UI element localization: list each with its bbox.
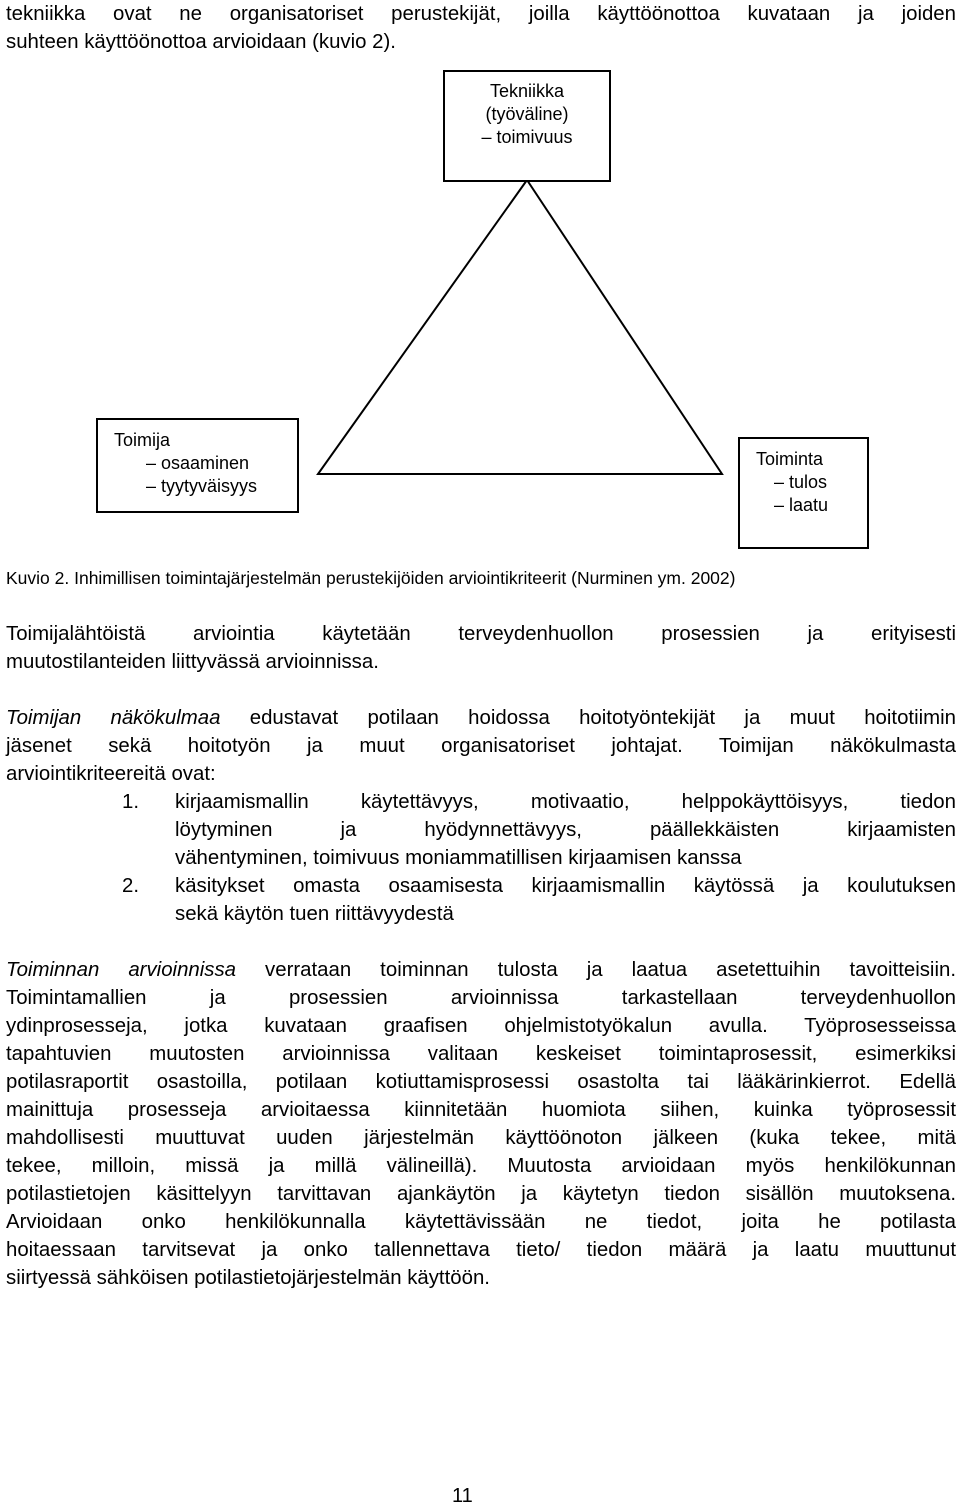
para3-italic: Toiminnan arvioinnissa: [6, 959, 237, 981]
criteria-2-line-1: käsitykset omasta osaamisesta kirjaamismallin käytössä ja koulutuksen: [175, 875, 956, 897]
para1-line-1: Toimijalähtöistä arviointia käytetään terveydenhuollon prosessien ja erityisesti: [6, 623, 956, 645]
criteria-list: [122, 788, 956, 928]
para3-line-1-rest: verrataan toiminnan tulosta ja laatua asetettuihin tavoitteisiin.: [236, 959, 956, 981]
page-number: 11: [452, 1485, 473, 1507]
left-box-line-1: Toimija: [114, 430, 171, 450]
paragraph-actor-perspective: [6, 704, 956, 788]
para3-line: tapahtuvien muutosten arvioinnissa valitaan keskeiset toimintaprosessit, esimerkiksi: [6, 1043, 956, 1065]
left-box-actor: [96, 418, 299, 513]
para3-line: ydinprosesseja, jotka kuvataan graafisen ohjelmistotyökalun avulla. Työprosesseissa: [6, 1015, 956, 1037]
criteria-item: [122, 872, 956, 928]
intro-line-1: tekniikka ovat ne organisatoriset perustekijät, joilla käyttöönottoa kuvataan ja joiden: [6, 3, 956, 25]
para3-line: mahdollisesti muuttuvat uuden järjestelmän käyttöönoton jälkeen (kuka tekee, mitä: [6, 1127, 956, 1149]
criteria-1-line-3: vähentyminen, toimivuus moniammatillisen kirjaamisen kanssa: [175, 847, 742, 869]
para3-line: siirtyessä sähköisen potilastietojärjestelmän käyttöön.: [6, 1267, 490, 1289]
para3-line: Toimintamallien ja prosessien arvioinnissa tarkastellaan terveydenhuollon: [6, 987, 956, 1009]
criteria-1-line-2: löytyminen ja hyödynnettävyys, päällekkäisten kirjaamisten: [175, 819, 956, 841]
right-box-line-1: Toiminta: [756, 449, 824, 469]
top-box-line-1: Tekniikka: [489, 81, 565, 101]
figure-diagram: [0, 0, 960, 560]
para2-line-3: arviointikriteereitä ovat:: [6, 763, 216, 785]
top-box-line-2: (työväline): [485, 104, 569, 124]
left-box-line-2: – osaaminen: [146, 453, 250, 473]
intro-line-2: suhteen käyttöönottoa arvioidaan (kuvio 2).: [6, 31, 396, 53]
figure-caption: Kuvio 2. Inhimillisen toimintajärjestelmän perustekijöiden arviointikriteerit (Nurminen ym. 2002): [6, 568, 736, 588]
para2-italic: Toimijan näkökulmaa: [6, 707, 221, 729]
para3-line: mainittuja prosesseja arvioitaessa kiinnitetään huomiota siihen, kuinka työprosessit: [6, 1099, 956, 1121]
para3-line: potilasraportit osastoilla, potilaan kotiuttamisprosessi osastolta tai lääkärinkierrot. Edellä: [6, 1071, 956, 1093]
criteria-number: 2.: [122, 875, 140, 897]
top-box-technology: [443, 70, 611, 182]
para3-line-1: [6, 956, 956, 984]
left-box-line-3: – tyytyväisyys: [146, 476, 258, 496]
para3-line: Arvioidaan onko henkilökunnalla käytettävissään ne tiedot, joita he potilasta: [6, 1211, 956, 1233]
para3-line: potilastietojen käsittelyyn tarvittavan ajankäytön ja käytetyn tiedon sisällön muutoksena.: [6, 1183, 956, 1205]
paragraph-activity-evaluation: [6, 956, 956, 1292]
criteria-item: [122, 788, 956, 872]
right-box-activity: [738, 437, 869, 549]
para1-line-2: muutostilanteiden liittyvässä arvioinnissa.: [6, 651, 379, 673]
para3-line: tekee, milloin, missä ja millä välineillä). Muutosta arvioidaan myös henkilökunnan: [6, 1155, 956, 1177]
criteria-number: 1.: [122, 791, 140, 813]
criteria-1-line-1: kirjaamismallin käytettävyys, motivaatio, helppokäyttöisyys, tiedon: [175, 791, 956, 813]
para3-line: hoitaessaan tarvitsevat ja onko tallennettava tieto/ tiedon määrä ja laatu muuttunut: [6, 1239, 956, 1261]
criteria-2-line-2: sekä käytön tuen riittävyydestä: [175, 903, 454, 925]
para2-line-2: jäsenet sekä hoitotyön ja muut organisatoriset johtajat. Toimijan näkökulmasta: [6, 735, 956, 757]
triangle-shape: [318, 180, 722, 474]
right-box-line-3: – laatu: [774, 495, 829, 515]
right-box-line-2: – tulos: [774, 472, 828, 492]
para2-line-1: [6, 704, 956, 732]
paragraph-actor-based: [6, 620, 956, 676]
top-box-line-3: – toimivuus: [481, 127, 573, 147]
para2-line-1-rest: edustavat potilaan hoidossa hoitotyöntekijät ja muut hoitotiimin: [220, 707, 957, 729]
